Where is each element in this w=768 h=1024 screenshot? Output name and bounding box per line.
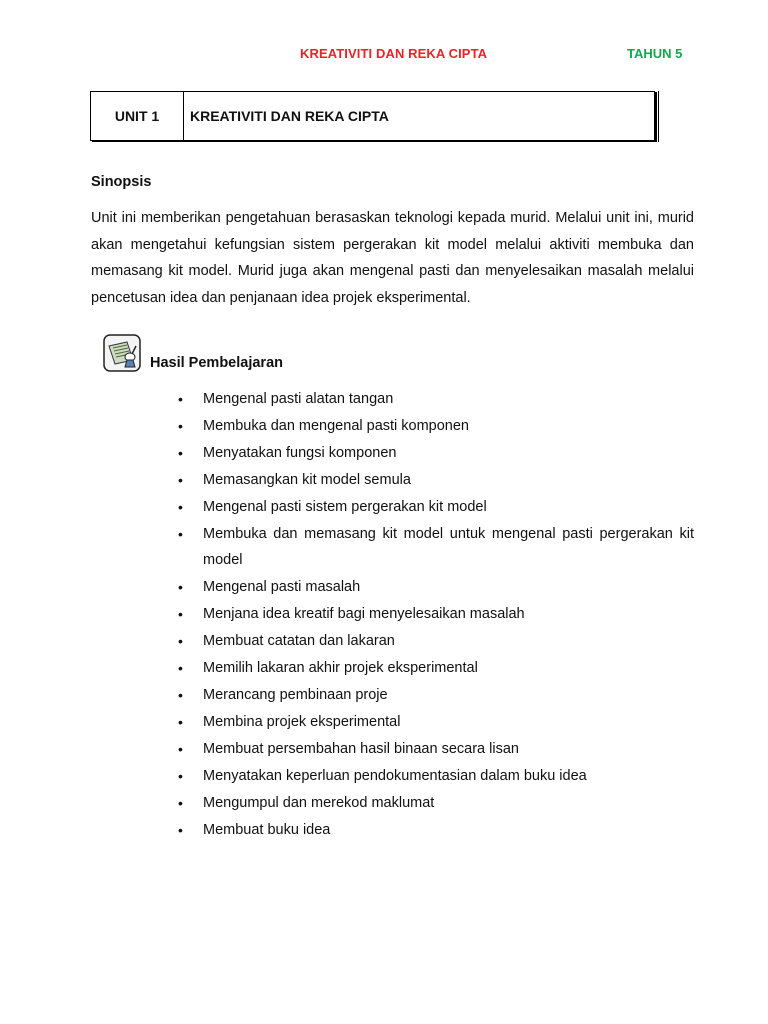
bullet-icon: • <box>178 471 183 488</box>
bullet-icon: • <box>178 686 183 703</box>
list-item-text: Mengumpul dan merekod maklumat <box>203 794 435 811</box>
list-item-text: Memilih lakaran akhir projek eksperimental <box>203 660 478 677</box>
bullet-icon: • <box>178 498 183 515</box>
list-item <box>178 790 694 817</box>
list-item-text: Membuka dan memasang kit model untuk mengenal pasti pergerakan kit model <box>203 525 694 569</box>
list-item <box>178 601 694 628</box>
learning-outcomes-heading: Hasil Pembelajaran <box>150 355 283 371</box>
unit-number: UNIT 1 <box>91 92 184 140</box>
list-item-text: Merancang pembinaan proje <box>203 686 388 703</box>
bullet-icon: • <box>178 821 183 838</box>
list-item-text: Membuat buku idea <box>203 821 331 838</box>
unit-table <box>90 91 655 141</box>
list-item-text: Memasangkan kit model semula <box>203 471 411 488</box>
bullet-icon: • <box>178 525 183 542</box>
bullet-icon: • <box>178 633 183 650</box>
list-item <box>178 709 694 736</box>
list-item <box>178 386 694 413</box>
list-item-text: Membina projek eksperimental <box>203 713 401 730</box>
bullet-icon: • <box>178 660 183 677</box>
bullet-icon: • <box>178 579 183 596</box>
list-item-text: Mengenal pasti sistem pergerakan kit model <box>203 498 487 515</box>
list-item <box>178 413 694 440</box>
list-item <box>178 817 694 844</box>
bullet-icon: • <box>178 794 183 811</box>
list-item <box>178 628 694 655</box>
list-item <box>178 521 694 575</box>
list-item-text: Membuat persembahan hasil binaan secara lisan <box>203 740 519 757</box>
list-item <box>178 736 694 763</box>
bullet-icon: • <box>178 606 183 623</box>
list-item-text: Membuat catatan dan lakaran <box>203 633 395 650</box>
bullet-icon: • <box>178 713 183 730</box>
list-item-text: Menyatakan keperluan pendokumentasian dalam buku idea <box>203 767 587 784</box>
list-item-text: Mengenal pasti masalah <box>203 579 361 596</box>
synopsis-paragraph: Unit ini memberikan pengetahuan berasaskan teknologi kepada murid. Melalui unit ini, murid akan mengetahui kefungsian sistem pergerakan kit model melalui aktiviti membuka dan memasang kit model. Murid juga akan mengenal pasti dan menyelesaikan masalah melalui pencetusan idea dan penjanaan idea projek eksperimental. <box>91 210 694 306</box>
list-item <box>178 467 694 494</box>
unit-title: KREATIVITI DAN REKA CIPTA <box>190 108 389 124</box>
header-title: KREATIVITI DAN REKA CIPTA <box>300 46 488 61</box>
header-year: TAHUN 5 <box>627 46 683 61</box>
list-item-text: Membuka dan mengenal pasti komponen <box>203 417 469 434</box>
list-item-text: Mengenal pasti alatan tangan <box>203 391 394 407</box>
list-item <box>178 574 694 601</box>
bullet-icon: • <box>178 444 183 461</box>
list-item <box>178 682 694 709</box>
list-item <box>178 440 694 467</box>
list-item <box>178 763 694 790</box>
bullet-icon: • <box>178 391 183 407</box>
list-item-text: Menyatakan fungsi komponen <box>203 444 397 461</box>
list-item <box>178 655 694 682</box>
writing-hand-icon <box>103 334 141 372</box>
synopsis-heading: Sinopsis <box>91 174 152 190</box>
learning-outcomes-list <box>178 386 694 843</box>
bullet-icon: • <box>178 417 183 434</box>
list-item <box>178 494 694 521</box>
bullet-icon: • <box>178 740 183 757</box>
bullet-icon: • <box>178 767 183 784</box>
list-item-text: Menjana idea kreatif bagi menyelesaikan masalah <box>203 606 525 623</box>
